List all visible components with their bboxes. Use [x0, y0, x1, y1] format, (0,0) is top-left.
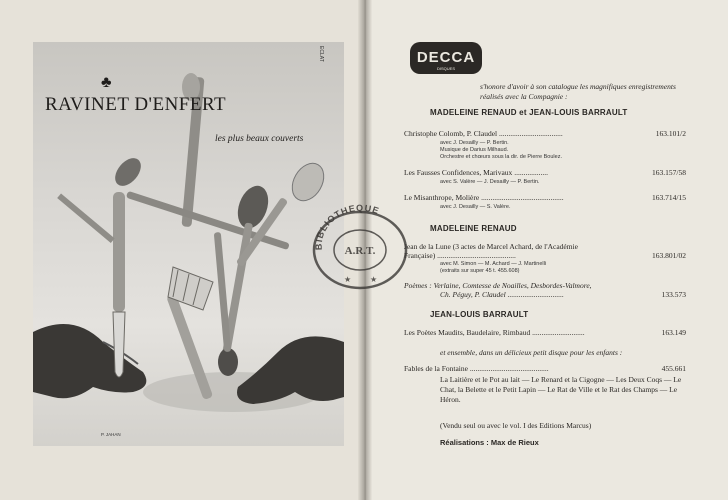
ad-corner-mark: ECLAT [318, 46, 324, 62]
library-stamp [304, 202, 414, 292]
section-heading-2: MADELEINE RENAUD [430, 224, 517, 233]
entry-christophe-colomb: Christophe Colomb, P. Claudel .................................. 163.101/2 [404, 129, 686, 138]
entry-number: 163.801/02 [649, 251, 686, 260]
decca-logo-sub: DISQUES [436, 66, 456, 71]
entry-sub: avec S. Valère — J. Desailly — P. Bertin. [440, 179, 540, 185]
entry-poemes [404, 281, 686, 290]
star-icon: ★ [370, 275, 378, 284]
ad-tagline: les plus beaux couverts [215, 134, 304, 144]
knife-icon [113, 192, 125, 377]
entry-text: Christophe Colomb, P. Claudel [404, 129, 498, 138]
entry-text: Poèmes : Verlaine, Comtesse de Noailles, Desbordes-Valmore, [404, 281, 592, 290]
decca-logo-text: DECCA [416, 49, 476, 66]
entry-number: 163.714/15 [649, 193, 686, 202]
section-heading-1: MADELEINE RENAUD et JEAN-LOUIS BARRAULT [430, 108, 628, 117]
entry-poetes-maudits: Les Poètes Maudits, Baudelaire, Rimbaud ............................ 163.149 [404, 328, 686, 337]
entry-sub: Orchestre et chœurs sous la dir. de Pierre Boulez. [440, 154, 562, 160]
intro-text: s'honore d'avoir à son catalogue les magnifiques enregistrements réalisés avec la Compagnie : [480, 82, 676, 101]
decca-logo [409, 36, 483, 80]
stamp-center-text: A.R.T. [344, 245, 376, 257]
ad-brand: RAVINET D'ENFERT [45, 94, 227, 115]
entry-text: Jean de la Lune (3 actes de Marcel Achard, de l'Académie [404, 242, 578, 251]
stamp-ring-text: BIBLIOTHEQUE [313, 202, 381, 251]
svg-text:BIBLIOTHEQUE [314, 203, 381, 250]
fables-list: La Laitière et le Pot au lait — Le Renard et la Cigogne — Les Deux Coqs — Le Chat, la Belette et le Petit Lapin — Le Rat de Ville et le Rat des Champs — Le Héron. [440, 375, 682, 404]
entry-number: 455.661 [659, 364, 686, 373]
section-heading-3: JEAN-LOUIS BARRAULT [430, 310, 529, 319]
vendu-note: (Vendu seul ou avec le vol. I des Editions Marcus) [440, 421, 592, 430]
entry-misanthrope: Le Misanthrope, Molière ............................................ 163.714/15 [404, 193, 686, 202]
advertisement-photo [33, 42, 344, 446]
entry-number: 163.149 [659, 328, 686, 337]
entry-text: Française) [404, 251, 436, 260]
entry-text: Les Poètes Maudits, Baudelaire, Rimbaud [404, 328, 531, 337]
entry-number: 163.157/58 [649, 168, 686, 177]
entry-sub: Musique de Darius Milhaud. [440, 147, 509, 153]
ensemble-text: et ensemble, dans un délicieux petit disque pour les enfants : [440, 348, 623, 357]
entry-sub: avec J. Desailly — P. Bertin. [440, 140, 509, 146]
clover-icon: ♣ [101, 74, 112, 91]
entry-fables: Fables de la Fontaine .......................................... 455.661 [404, 364, 686, 373]
entry-sub: avec J. Desailly — S. Valère. [440, 204, 511, 210]
entry-jean-de-la-lune-line2: Française) .......................................... 163.801/02 [404, 251, 686, 260]
entry-number: 163.101/2 [653, 129, 686, 138]
entry-text: Les Fausses Confidences, Marivaux [404, 168, 513, 177]
entry-number: 133.573 [659, 290, 686, 299]
photo-credit: P. JAHAN [101, 432, 121, 437]
entry-jean-de-la-lune [404, 242, 686, 251]
entry-text: Le Misanthrope, Molière [404, 193, 480, 202]
entry-text: Fables de la Fontaine [404, 364, 468, 373]
entry-fausses-confidences: Les Fausses Confidences, Marivaux .................. 163.157/58 [404, 168, 686, 177]
entry-poemes-line2: Ch. Péguy, P. Claudel .............................. 133.573 [440, 290, 686, 299]
star-icon: ★ [344, 275, 352, 284]
entry-sub: avec M. Simon — M. Achard — J. Martinelli [440, 261, 547, 267]
entry-text: Ch. Péguy, P. Claudel [440, 290, 506, 299]
entry-sub: (extraits sur super 45 t. 455.608) [440, 268, 520, 274]
realisations-credit: Réalisations : Max de Rieux [440, 438, 539, 447]
